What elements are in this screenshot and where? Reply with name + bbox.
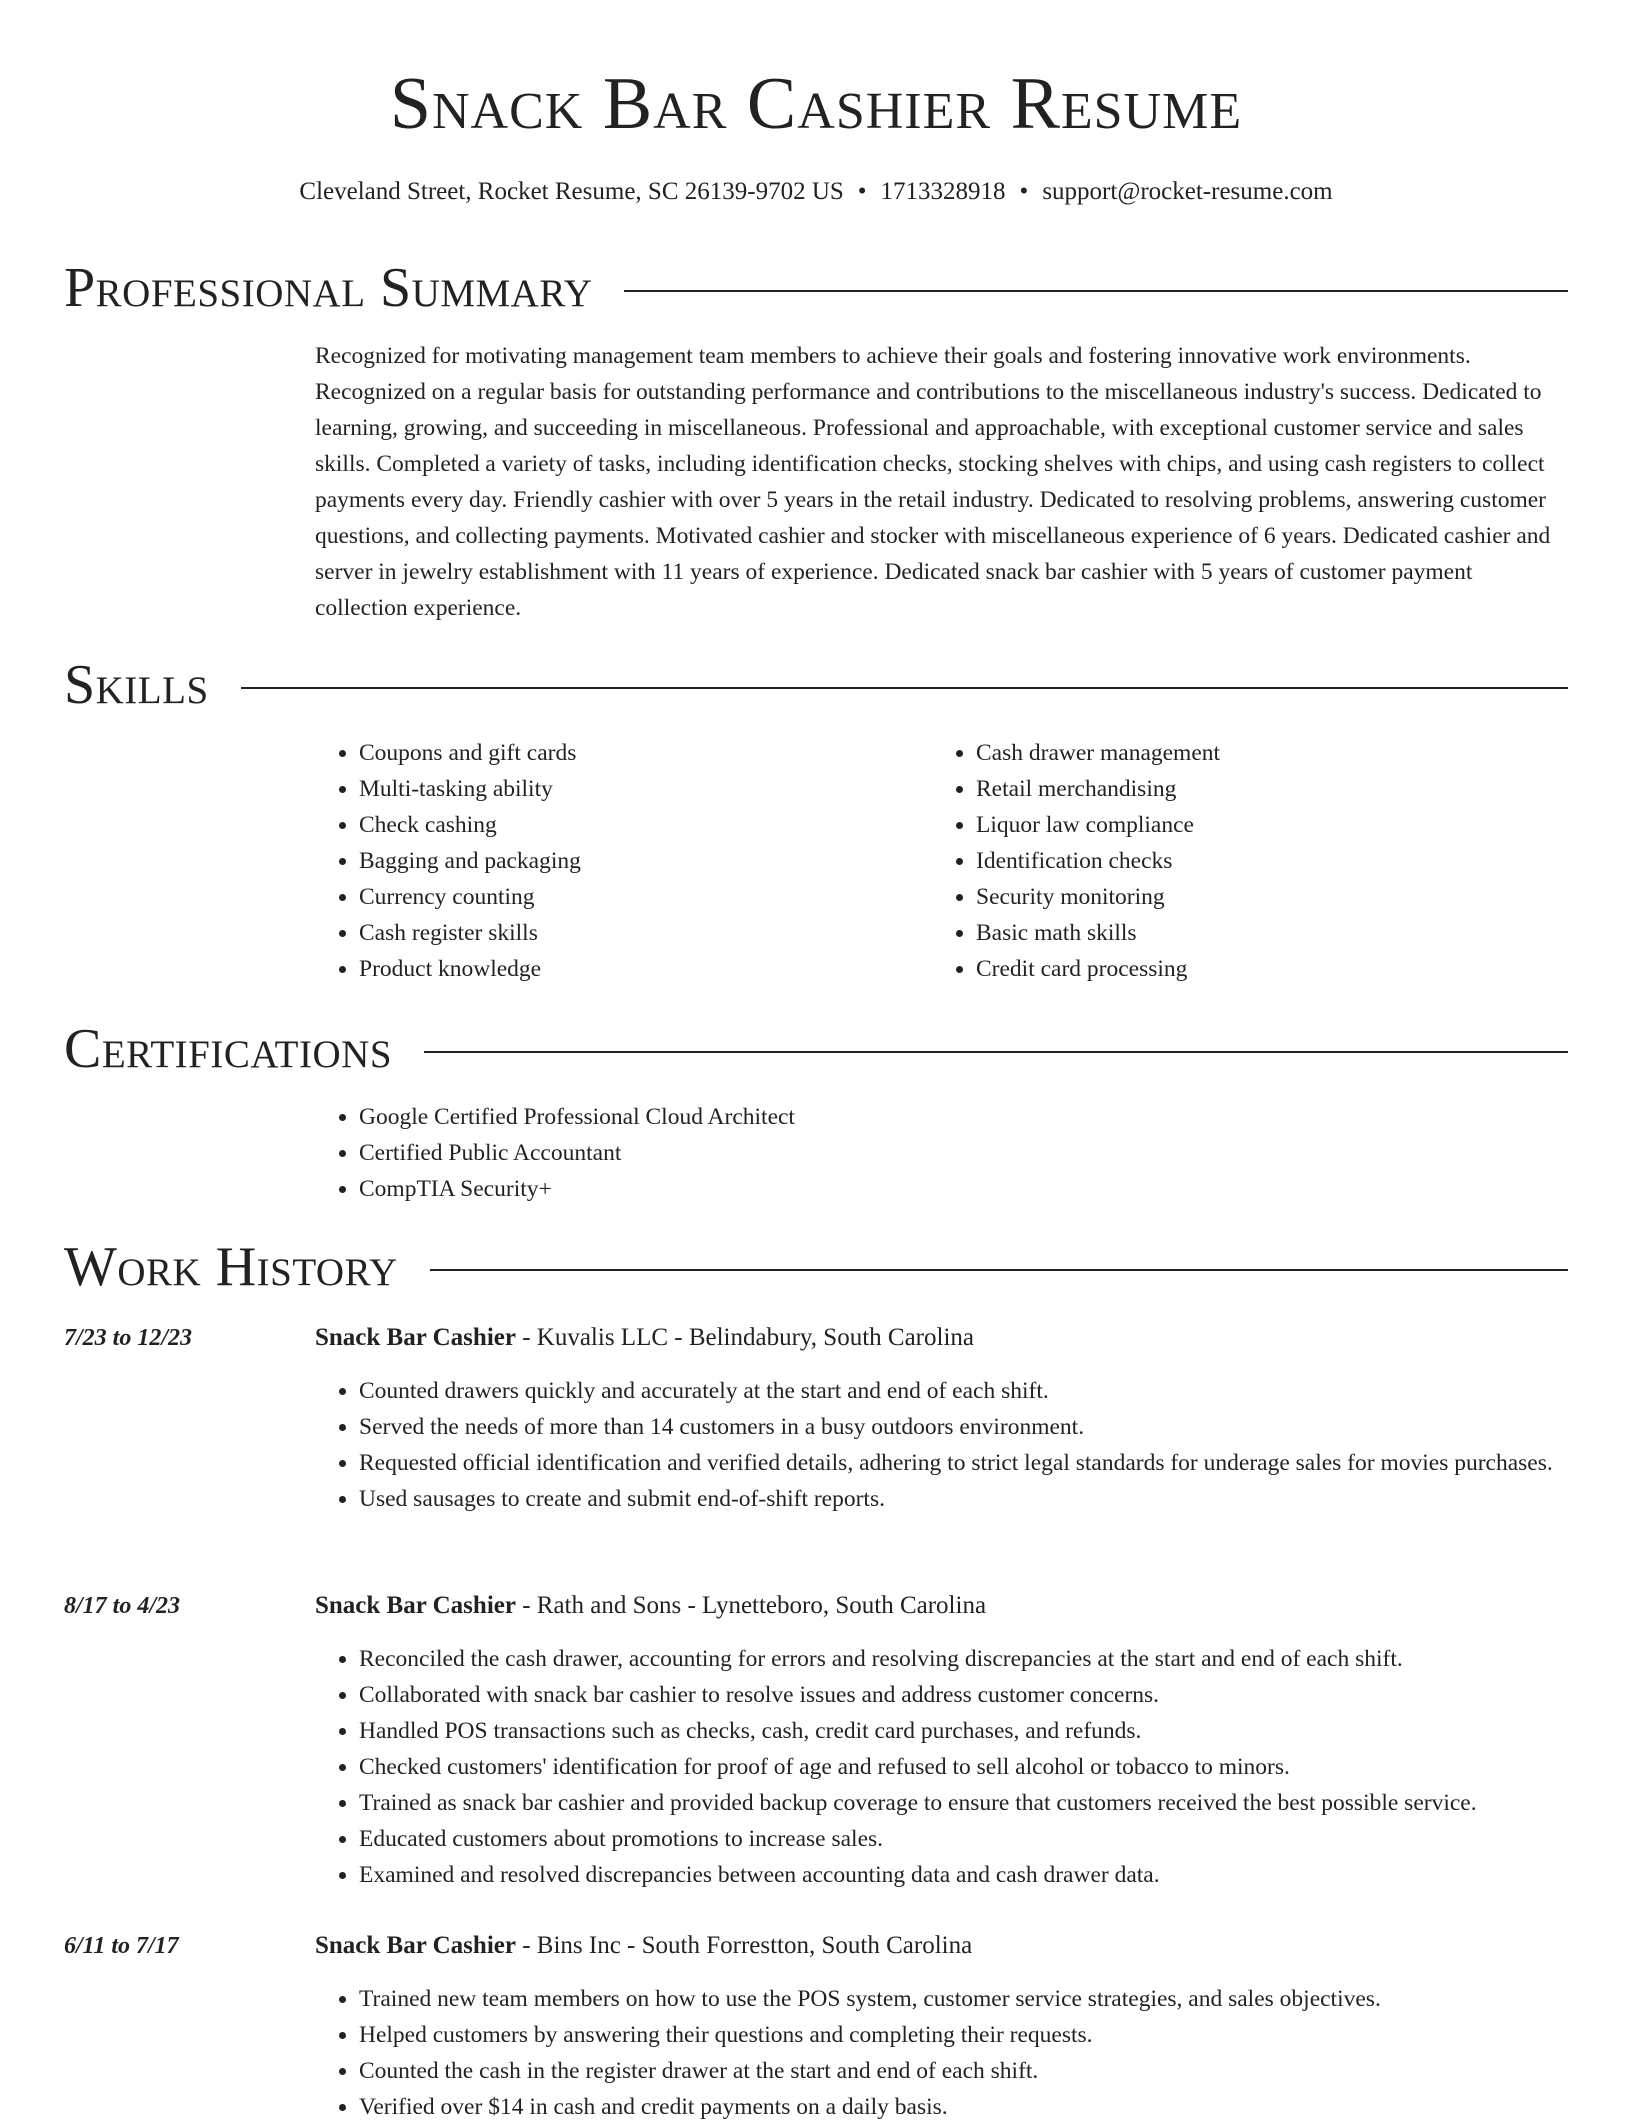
job-duties-list — [315, 1373, 1612, 1517]
list-item: • Multi-tasking ability — [359, 771, 915, 807]
section-divider — [624, 290, 1568, 292]
job-duties-list — [315, 1641, 1612, 1893]
list-item: • Credit card processing — [976, 951, 1532, 987]
list-item: • Bagging and packaging — [359, 843, 915, 879]
list-item: • Cash register skills — [359, 915, 915, 951]
list-item: • CompTIA Security+ — [359, 1171, 1568, 1207]
skills-heading: Skills — [64, 654, 209, 716]
job-heading — [315, 1928, 972, 1964]
job-company-location: - Kuvalis LLC - Belindabury, South Carolina — [515, 1324, 974, 1351]
certifications-block — [315, 1099, 1568, 1207]
section-divider — [430, 1269, 1568, 1271]
list-item: • Verified over $14 in cash and credit payments on a daily basis. — [359, 2089, 1612, 2125]
job-company-location: - Rath and Sons - Lynetteboro, South Carolina — [515, 1592, 987, 1619]
list-item: • Security monitoring — [976, 879, 1532, 915]
certifications-list — [315, 1099, 1568, 1207]
skills-column-right — [932, 735, 1532, 987]
list-item: • Basic math skills — [976, 915, 1532, 951]
work-history-section-header — [64, 1232, 1568, 1302]
email: support@rocket-resume.com — [1042, 178, 1333, 205]
list-item: • Used sausages to create and submit end-of-shift reports. — [359, 1481, 1612, 1517]
list-item: • Handled POS transactions such as checks, cash, credit card purchases, and refunds. — [359, 1713, 1612, 1749]
contact-line — [64, 174, 1568, 210]
job-role: Snack Bar Cashier — [315, 1592, 516, 1619]
skills-section-header — [64, 650, 1568, 720]
separator-dot: • — [857, 178, 867, 205]
certifications-section-header — [64, 1014, 1568, 1084]
list-item: • Requested official identification and verified details, adhering to strict legal standards for underage sales for movies purchases. — [359, 1445, 1612, 1481]
job-duties-list — [315, 1981, 1612, 2125]
summary-heading: Professional Summary — [64, 257, 593, 319]
skills-list-right — [932, 735, 1532, 987]
job-heading — [315, 1588, 986, 1624]
work-history-heading: Work History — [64, 1236, 398, 1298]
section-divider — [241, 687, 1568, 689]
list-item: • Helped customers by answering their questions and completing their requests. — [359, 2017, 1612, 2053]
job-dates: 6/11 to 7/17 — [64, 1933, 179, 1959]
resume-title: Snack Bar Cashier Resume — [389, 63, 1243, 145]
job-role: Snack Bar Cashier — [315, 1324, 516, 1351]
list-item: • Product knowledge — [359, 951, 915, 987]
skills-list-left — [315, 735, 915, 987]
list-item: • Collaborated with snack bar cashier to resolve issues and address customer concerns. — [359, 1677, 1612, 1713]
section-divider — [424, 1051, 1568, 1053]
summary-section-header — [64, 253, 1568, 323]
list-item: • Reconciled the cash drawer, accounting for errors and resolving discrepancies at the start and end of each shift. — [359, 1641, 1612, 1677]
address: Cleveland Street, Rocket Resume, SC 26139-9702 US — [299, 178, 844, 205]
list-item: • Check cashing — [359, 807, 915, 843]
list-item: • Identification checks — [976, 843, 1532, 879]
certifications-heading: Certifications — [64, 1018, 393, 1080]
job-dates: 8/17 to 4/23 — [64, 1593, 181, 1619]
list-item: • Liquor law compliance — [976, 807, 1532, 843]
list-item: • Retail merchandising — [976, 771, 1532, 807]
list-item: • Coupons and gift cards — [359, 735, 915, 771]
phone: 1713328918 — [880, 178, 1006, 205]
separator-dot: • — [1019, 178, 1029, 205]
list-item: • Educated customers about promotions to increase sales. — [359, 1821, 1612, 1857]
job-company-location: - Bins Inc - South Forrestton, South Carolina — [515, 1932, 973, 1959]
list-item: • Counted drawers quickly and accurately at the start and end of each shift. — [359, 1373, 1612, 1409]
list-item: • Certified Public Accountant — [359, 1135, 1568, 1171]
job-heading — [315, 1320, 974, 1356]
list-item: • Google Certified Professional Cloud Architect — [359, 1099, 1568, 1135]
job-role: Snack Bar Cashier — [315, 1932, 516, 1959]
list-item: • Trained as snack bar cashier and provided backup coverage to ensure that customers received the best possible service. — [359, 1785, 1612, 1821]
summary-text: Recognized for motivating management team members to achieve their goals and fostering innovative work environments. Recognized on a regular basis for outstanding performance and contributions to the miscellaneous industry's success. Dedicated to learning, growing, and succeeding in miscellaneous. Professional and approachable, with exceptional customer service and sales skills. Completed a variety of tasks, including identification checks, stocking shelves with chips, and using cash registers to collect payments every day. Friendly cashier with over 5 years in the retail industry. Dedicated to resolving problems, answering customer questions, and collecting payments. Motivated cashier and stocker with miscellaneous experience of 6 years. Dedicated cashier and server in jewelry establishment with 11 years of experience. Dedicated snack bar cashier with 5 years of customer payment collection experience. — [315, 343, 1551, 621]
list-item: • Served the needs of more than 14 customers in a busy outdoors environment. — [359, 1409, 1612, 1445]
list-item: • Currency counting — [359, 879, 915, 915]
list-item: • Checked customers' identification for proof of age and refused to sell alcohol or tobacco to minors. — [359, 1749, 1612, 1785]
job-dates: 7/23 to 12/23 — [64, 1325, 193, 1351]
list-item: • Trained new team members on how to use the POS system, customer service strategies, and sales objectives. — [359, 1981, 1612, 2017]
list-item: • Examined and resolved discrepancies between accounting data and cash drawer data. — [359, 1857, 1612, 1893]
list-item: • Cash drawer management — [976, 735, 1532, 771]
skills-column-left — [315, 735, 915, 987]
list-item: • Counted the cash in the register drawer at the start and end of each shift. — [359, 2053, 1612, 2089]
